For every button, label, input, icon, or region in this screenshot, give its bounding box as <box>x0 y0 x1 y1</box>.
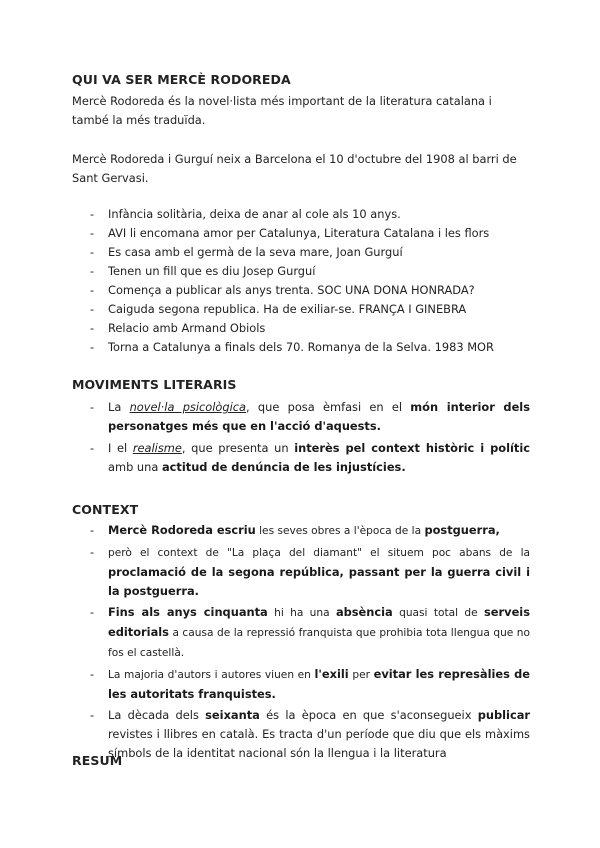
context-heading: CONTEXT <box>72 502 139 517</box>
text-run: hi ha una <box>267 607 336 619</box>
resum-heading: RESUM <box>72 753 123 768</box>
bold-text: postguerra, <box>424 523 500 537</box>
list-item <box>72 398 530 436</box>
list-item: - Infància solitària, deixa de anar al cole als 10 anys. <box>72 205 530 224</box>
text-run: revistes i llibres en català. Es tracta d'un període que diu que els màxims símbols de la identitat nacional són la llengua i la literatura <box>108 727 530 760</box>
term-link[interactable]: novel·la psicològica <box>129 400 247 414</box>
term-link[interactable]: realisme <box>132 441 182 455</box>
bold-text: l'exili <box>314 667 349 681</box>
bold-text: actitud de denúncia de les injustícies. <box>161 460 406 474</box>
bold-text: serveis editorials <box>108 605 530 639</box>
text-run: I el <box>108 441 133 455</box>
list-item: - Relacio amb Armand Obiols <box>72 319 530 338</box>
bold-text: seixanta <box>205 708 260 722</box>
list-item: - Es casa amb el germà de la seva mare, Joan Gurguí <box>72 243 530 262</box>
text-run: La dècada dels <box>108 708 206 722</box>
bold-text: Fins als anys cinquanta <box>108 605 268 619</box>
text-run: La <box>108 400 130 414</box>
moviments-heading: MOVIMENTS LITERARIS <box>72 377 237 392</box>
bold-text: evitar les represàlies de les autoritats franquistes. <box>108 667 530 701</box>
text-run: , que posa èmfasi en el <box>246 400 411 414</box>
list-item: - Torna a Catalunya a finals dels 70. Romanya de la Selva. 1983 MOR <box>72 338 530 357</box>
text-run: , que presenta un <box>181 441 295 455</box>
context-list <box>72 521 530 765</box>
text-run: és la època en que s'aconsegueix <box>259 708 478 722</box>
bold-text: interès pel context històric i polític <box>294 441 531 455</box>
text-run: però el context de "La plaça del diamant" el situem poc abans de la <box>108 547 530 559</box>
list-item: - AVI li encomana amor per Catalunya, Literatura Catalana i les flors <box>72 224 530 243</box>
list-item <box>72 603 530 663</box>
intro-paragraph: Mercè Rodoreda és la novel·lista més important de la literatura catalana i també la més traduïda. <box>72 94 492 127</box>
list-item <box>72 706 530 763</box>
birth-paragraph: Mercè Rodoreda i Gurguí neix a Barcelona el 10 d'octubre del 1908 al barri de Sant Gervasi. <box>72 152 517 185</box>
text-run: a causa de la repressió franquista que prohibia tota llengua que no fos el castellà. <box>108 627 530 659</box>
bold-text: món interior dels personatges més que en l'acció d'aquests. <box>108 400 530 433</box>
list-item <box>72 543 530 601</box>
bold-text: absència <box>335 605 393 619</box>
text-run: per <box>348 669 374 681</box>
text-run: La majoria d'autors i autores viuen en <box>108 669 315 681</box>
moviments-list <box>72 398 530 480</box>
list-item: - Comença a publicar als anys trenta. SOC UNA DONA HONRADA? <box>72 281 530 300</box>
bold-text: Mercè Rodoreda escriu <box>108 523 256 537</box>
title-heading: QUI VA SER MERCÈ RODOREDA <box>72 72 291 87</box>
list-item <box>72 521 530 541</box>
list-item <box>72 439 530 477</box>
biography-list <box>72 205 530 357</box>
list-item <box>72 665 530 704</box>
list-item: - Caiguda segona republica. Ha de exiliar-se. FRANÇA I GINEBRA <box>72 300 530 319</box>
text-run: les seves obres a l'època de la <box>255 525 425 537</box>
list-item: - Tenen un fill que es diu Josep Gurguí <box>72 262 530 281</box>
text-run: amb una <box>108 460 162 474</box>
text-run: quasi total de <box>392 607 485 619</box>
bold-text: proclamació de la segona república, passant per la guerra civil i la postguerra. <box>108 565 530 598</box>
bold-text: publicar <box>477 708 531 722</box>
